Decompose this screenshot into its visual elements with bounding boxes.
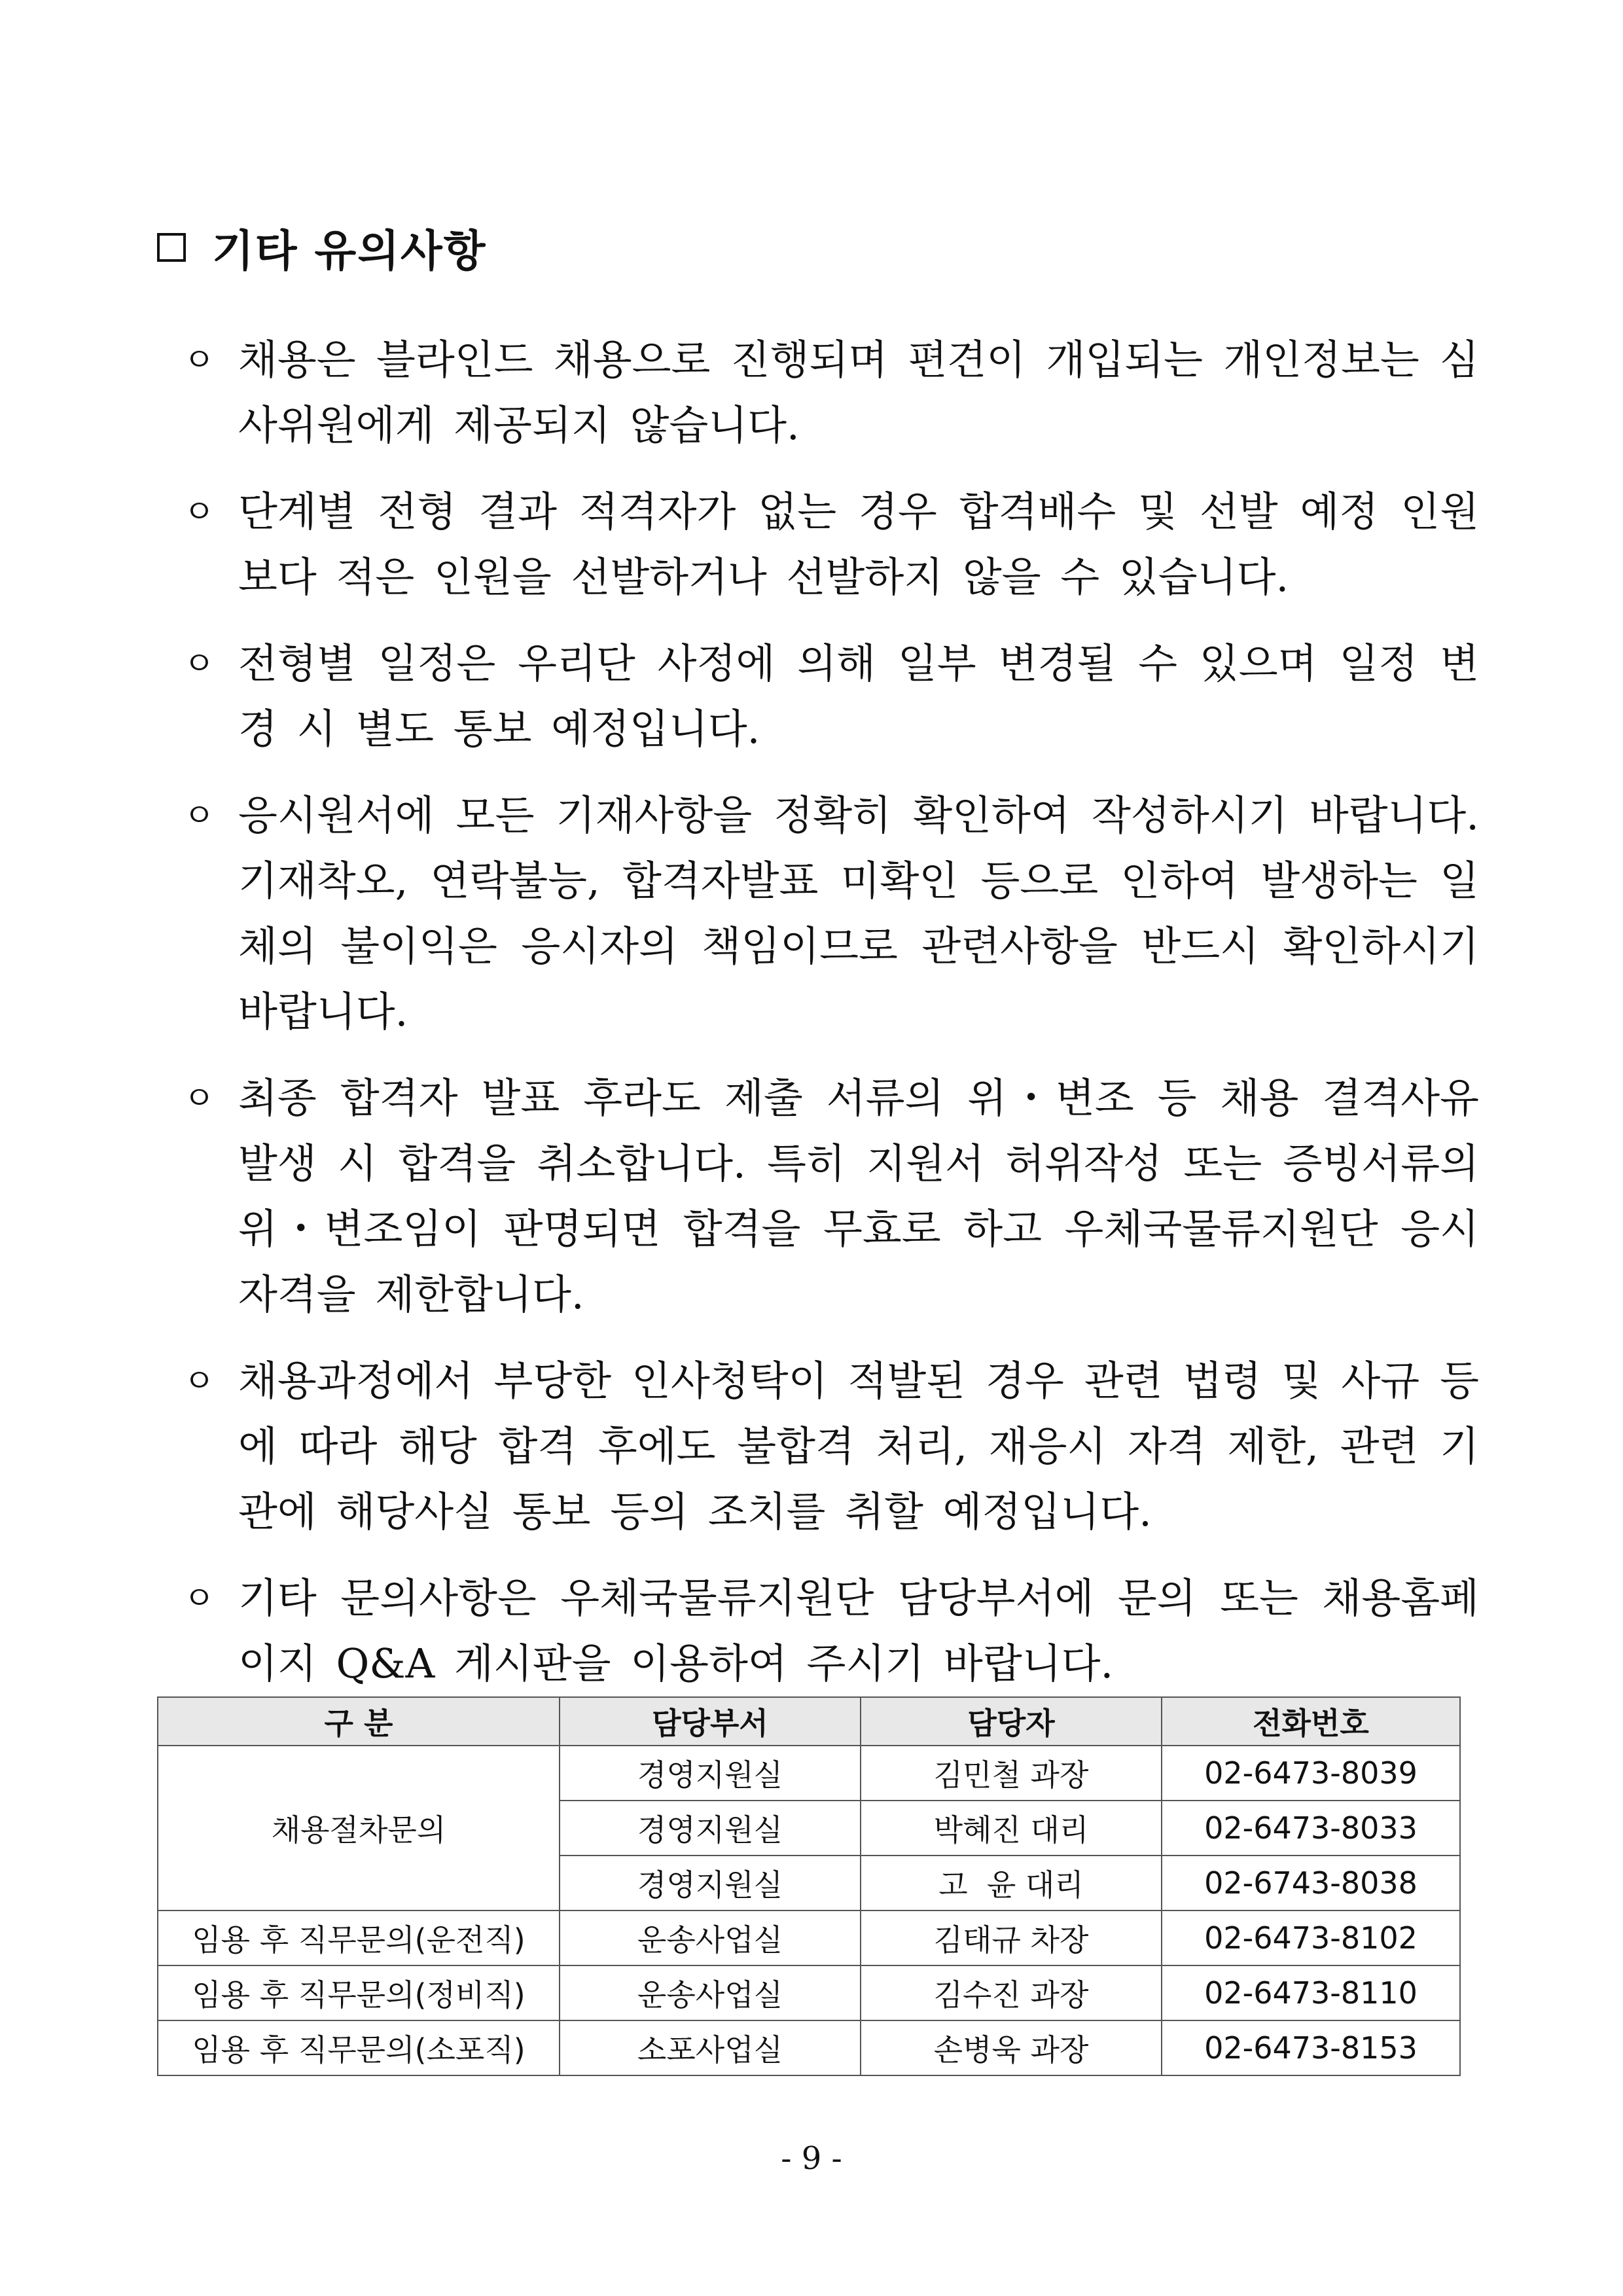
table-header-row: [158, 1697, 1460, 1746]
list-item-text: 단계별 전형 결과 적격자가 없는 경우 합격배수 및 선발 예정 인원보다 적은 인원을 선발하거나 선발하지 않을 수 있습니다.: [238, 488, 1479, 601]
list-item-text: 최종 합격자 발표 후라도 제출 서류의 위・변조 등 채용 결격사유 발생 시 합격을 취소합니다. 특히 지원서 허위작성 또는 증빙서류의 위・변조임이 판명되면 합격을 무효로 하고 우체국물류지원단 응시 자격을 제한합니다.: [238, 1074, 1479, 1318]
person-cell: 고 윤 대리: [861, 1856, 1162, 1910]
department-cell: 경영지원실: [560, 1801, 861, 1856]
list-item-text: 채용은 블라인드 채용으로 진행되며 편견이 개입되는 개인정보는 심사위원에게 제공되지 않습니다.: [238, 336, 1479, 449]
phone-cell: 02-6473-8033: [1162, 1801, 1460, 1856]
person-cell: 김태규 차장: [861, 1910, 1162, 1965]
phone-cell: 02-6743-8038: [1162, 1856, 1460, 1910]
person-cell: 김수진 과장: [861, 1965, 1162, 2020]
circle-bullet-icon: ㅇ: [183, 1362, 215, 1400]
notice-list: [183, 327, 1479, 1717]
table-row: [158, 1965, 1460, 2020]
phone-cell: 02-6473-8102: [1162, 1910, 1460, 1965]
list-item-text: 기타 문의사항은 우체국물류지원단 담당부서에 문의 또는 채용홈페이지 Q&A 게시판을 이용하여 주시기 바랍니다.: [238, 1574, 1479, 1687]
circle-bullet-icon: ㅇ: [183, 1079, 215, 1117]
list-item: [183, 1348, 1479, 1545]
department-cell: 소포사업실: [560, 2020, 861, 2075]
phone-cell: 02-6473-8039: [1162, 1746, 1460, 1801]
header-person: 담당자: [861, 1697, 1162, 1746]
list-item: [183, 1566, 1479, 1696]
section-title-text: 기타 유의사항: [212, 226, 487, 276]
list-item: [183, 1066, 1479, 1327]
contact-table: [157, 1696, 1461, 2076]
person-cell: 박혜진 대리: [861, 1801, 1162, 1856]
list-item-text: 응시원서에 모든 기재사항을 정확히 확인하여 작성하시기 바랍니다. 기재착오, 연락불능, 합격자발표 미확인 등으로 인하여 발생하는 일체의 불이익은 응시자의 책임이므로 관련사항을 반드시 확인하시기 바랍니다.: [238, 791, 1479, 1035]
category-cell: 임용 후 직무문의(운전직): [158, 1910, 560, 1965]
square-bullet-icon: [157, 233, 186, 262]
circle-bullet-icon: ㅇ: [183, 341, 215, 379]
circle-bullet-icon: ㅇ: [183, 645, 215, 683]
department-cell: 경영지원실: [560, 1856, 861, 1910]
circle-bullet-icon: ㅇ: [183, 797, 215, 834]
circle-bullet-icon: ㅇ: [183, 1579, 215, 1617]
department-cell: 운송사업실: [560, 1910, 861, 1965]
header-category: 구 분: [158, 1697, 560, 1746]
list-item: [183, 327, 1479, 458]
department-cell: 운송사업실: [560, 1965, 861, 2020]
list-item-text: 채용과정에서 부당한 인사청탁이 적발된 경우 관련 법령 및 사규 등에 따라 해당 합격 후에도 불합격 처리, 재응시 자격 제한, 관련 기관에 해당사실 통보 등의 조치를 취할 예정입니다.: [238, 1357, 1479, 1535]
header-phone: 전화번호: [1162, 1697, 1460, 1746]
list-item: [183, 631, 1479, 762]
table-row: [158, 1910, 1460, 1965]
list-item: [183, 479, 1479, 610]
list-item-text: 전형별 일정은 우리단 사정에 의해 일부 변경될 수 있으며 일정 변경 시 별도 통보 예정입니다.: [238, 639, 1479, 753]
category-cell: 임용 후 직무문의(소포직): [158, 2020, 560, 2075]
table-row: [158, 1746, 1460, 1801]
table-row: [158, 2020, 1460, 2075]
person-cell: 손병욱 과장: [861, 2020, 1162, 2075]
page-number: - 9 -: [781, 2140, 842, 2177]
department-cell: 경영지원실: [560, 1746, 861, 1801]
phone-cell: 02-6473-8153: [1162, 2020, 1460, 2075]
circle-bullet-icon: ㅇ: [183, 493, 215, 531]
category-cell: 임용 후 직무문의(정비직): [158, 1965, 560, 2020]
list-item: [183, 783, 1479, 1045]
category-cell: 채용절차문의: [158, 1746, 560, 1910]
section-heading: [157, 216, 487, 278]
person-cell: 김민철 과장: [861, 1746, 1162, 1801]
header-department: 담당부서: [560, 1697, 861, 1746]
phone-cell: 02-6473-8110: [1162, 1965, 1460, 2020]
